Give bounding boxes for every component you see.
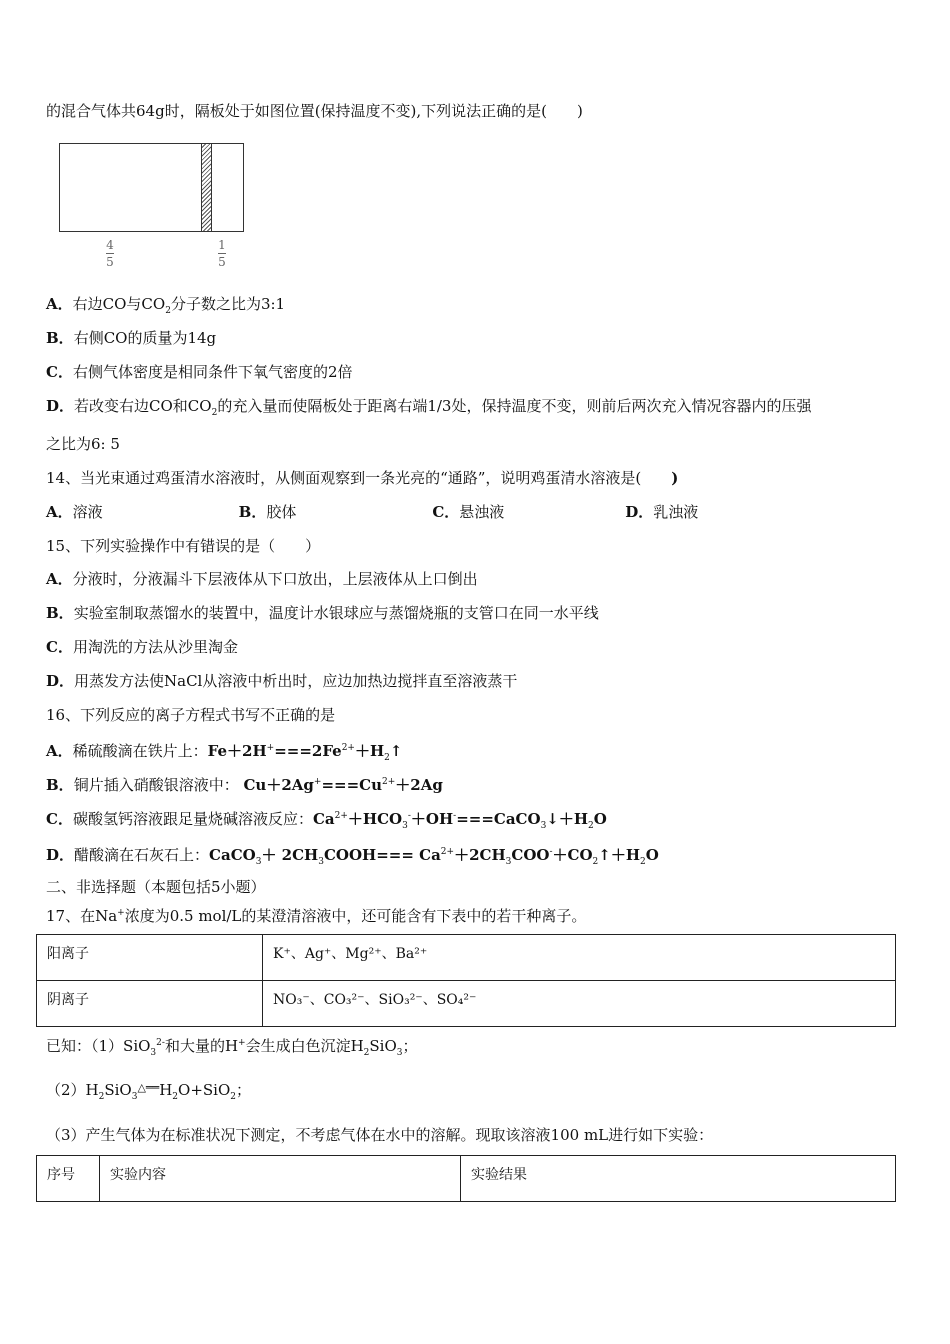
- text-segment: Ca: [312, 810, 335, 828]
- text-line: [46, 877, 266, 897]
- text-segment: 右侧气体密度是相同条件下氧气密度的2倍: [72, 363, 353, 381]
- text-segment: 2: [165, 306, 171, 316]
- text-segment: 17、在Na: [46, 907, 118, 925]
- text-segment: C．: [432, 503, 460, 521]
- text-segment: 右边CO与CO: [72, 295, 166, 313]
- text-segment: 会生成白色沉淀H: [245, 1037, 364, 1055]
- text-line: [46, 569, 478, 589]
- text-segment: COO: [511, 846, 550, 864]
- text-segment: 用淘洗的方法从沙里淘金: [72, 638, 238, 656]
- text-line: [46, 705, 335, 725]
- text-segment: 2: [363, 1048, 370, 1058]
- text-segment: 已知：（1）SiO: [46, 1037, 151, 1055]
- table-cell: NO₃⁻、CO₃²⁻、SiO₃²⁻、SO₄²⁻: [263, 981, 896, 1027]
- text-segment: 3: [255, 857, 262, 867]
- experiment-table: [36, 1155, 896, 1202]
- text-segment: 之比为6: 5: [46, 435, 120, 453]
- text-segment: 分液时，分液漏斗下层液体从下口放出，上层液体从上口倒出: [72, 570, 478, 588]
- text-segment: ===CaCO: [456, 810, 541, 828]
- text-line: [46, 362, 353, 382]
- text-segment: 3: [505, 857, 512, 867]
- text-segment: 2: [640, 857, 646, 867]
- text-segment: 3: [540, 821, 547, 831]
- text-segment: ；: [402, 1037, 418, 1055]
- text-segment: 溶液: [72, 503, 103, 521]
- text-segment: Cu＋2Ag: [243, 776, 314, 794]
- text-segment: A．: [46, 570, 73, 588]
- text-line: [46, 772, 443, 795]
- text-segment: 实验室制取蒸馏水的装置中，温度计水银球应与蒸馏烧瓶的支管口在同一水平线: [73, 604, 599, 622]
- text-segment: D．: [46, 846, 75, 864]
- right-fraction: 1 5: [218, 238, 226, 269]
- text-segment: Fe＋2H: [207, 742, 267, 760]
- text-segment: 碳酸氢钙溶液跟足量烧碱溶液反应：: [72, 810, 313, 828]
- text-segment: +: [117, 908, 125, 918]
- text-line: [46, 1080, 251, 1107]
- text-segment: 2+: [341, 743, 355, 753]
- text-segment: ↓＋H: [546, 810, 589, 828]
- table-header: 实验内容: [100, 1156, 461, 1202]
- text-segment: CaCO: [209, 846, 256, 864]
- text-line: [46, 396, 811, 423]
- text-segment: B．: [46, 776, 74, 794]
- text-segment: A．: [46, 295, 73, 313]
- text-segment: 稀硫酸滴在铁片上：: [72, 742, 208, 760]
- text-segment: -: [549, 847, 553, 857]
- text-segment: 胶体: [266, 503, 297, 521]
- text-segment: -: [453, 811, 457, 821]
- text-segment: +: [238, 1038, 246, 1048]
- text-segment: 2: [172, 1092, 179, 1102]
- text-segment: △══: [137, 1081, 160, 1094]
- text-segment: 浓度为0.5 mol/L的某澄清溶液中，还可能含有下表中的若干种离子。: [124, 907, 587, 925]
- text-line: [46, 468, 678, 488]
- text-segment: ): [641, 469, 679, 487]
- text-line: [46, 502, 698, 522]
- text-segment: C．: [46, 810, 73, 828]
- text-line: [46, 328, 216, 348]
- text-segment: 3: [150, 1048, 157, 1058]
- question-13-stem: 的混合气体共64g时，隔板处于如图位置(保持温度不变),下列说法正确的是( ): [46, 102, 583, 120]
- text-segment: 若改变右边CO和CO: [74, 397, 212, 415]
- text-segment: 16、下列反应的离子方程式书写不正确的是: [46, 706, 336, 724]
- text-segment: A．: [46, 503, 73, 521]
- left-fraction: 4 5: [106, 238, 114, 269]
- text-segment: 醋酸滴在石灰石上：: [74, 846, 210, 864]
- text-segment: -: [407, 811, 411, 821]
- text-line: [46, 603, 599, 623]
- text-segment: 2: [98, 1092, 105, 1102]
- text-line: [46, 671, 517, 691]
- text-segment: A．: [46, 742, 73, 760]
- text-segment: C．: [46, 638, 73, 656]
- table-cell: K⁺、Ag⁺、Mg²⁺、Ba²⁺: [263, 935, 896, 981]
- text-segment: 2-: [156, 1038, 165, 1048]
- text-line: [46, 434, 120, 454]
- text-segment: ＋ 2CH: [261, 846, 319, 864]
- text-segment: O+SiO: [178, 1081, 231, 1099]
- text-line: [46, 1033, 418, 1063]
- table-header: 实验结果: [461, 1156, 896, 1202]
- text-segment: 2+: [440, 847, 455, 857]
- text-line: [46, 738, 402, 768]
- partition: [201, 144, 212, 231]
- text-segment: SiO: [104, 1081, 132, 1099]
- text-segment: ＋H: [354, 742, 385, 760]
- text-segment: COOH=== Ca: [323, 846, 441, 864]
- text-segment: ===Cu: [321, 776, 382, 794]
- text-segment: 右侧CO的质量为14g: [73, 329, 217, 347]
- text-segment: 3: [318, 857, 324, 867]
- text-segment: 2: [211, 408, 218, 418]
- text-segment: 2: [592, 857, 599, 867]
- text-segment: SiO: [369, 1037, 397, 1055]
- text-segment: 3: [131, 1092, 138, 1102]
- text-segment: H: [159, 1081, 173, 1099]
- text-segment: D．: [46, 672, 75, 690]
- text-segment: ＋2Ag: [395, 776, 443, 794]
- text-line: [46, 294, 285, 321]
- text-segment: 分子数之比为3:1: [170, 295, 286, 313]
- table-cell: 阴离子: [37, 981, 263, 1027]
- text-line: [46, 806, 607, 836]
- text-segment: 铜片插入硝酸银溶液中：: [73, 776, 244, 794]
- text-segment: 2+: [334, 811, 348, 821]
- text-segment: ＋OH: [410, 810, 454, 828]
- text-segment: ↑: [389, 742, 403, 760]
- text-segment: D．: [46, 397, 75, 415]
- table-header: 序号: [37, 1156, 100, 1202]
- text-segment: ↑＋H: [598, 846, 640, 864]
- text-segment: 用蒸发方法使NaCl从溶液中析出时，应边加热边搅拌直至溶液蒸干: [74, 672, 518, 690]
- text-segment: 2: [588, 821, 594, 831]
- text-segment: 乳浊液: [653, 503, 699, 521]
- text-segment: ＋CO: [552, 846, 593, 864]
- text-line: [46, 903, 586, 926]
- text-segment: 和大量的H: [164, 1037, 239, 1055]
- text-segment: ；: [236, 1081, 252, 1099]
- table-cell: 阳离子: [37, 935, 263, 981]
- text-segment: 二、非选择题（本题包括5小题）: [46, 878, 266, 896]
- text-segment: +: [266, 743, 275, 753]
- text-line: [46, 637, 238, 657]
- text-segment: 3: [396, 1048, 403, 1058]
- text-segment: ＋HCO: [347, 810, 403, 828]
- text-segment: 2+: [382, 777, 396, 787]
- text-segment: 15、下列实验操作中有错误的是（ ）: [46, 537, 321, 555]
- text-segment: D．: [625, 503, 654, 521]
- text-segment: O: [645, 846, 659, 864]
- text-segment: C．: [46, 363, 73, 381]
- text-segment: O: [593, 810, 607, 828]
- text-segment: 的充入量而使隔板处于距离右端1/3处，保持温度不变，则前后两次充入情况容器内的压强: [217, 397, 812, 415]
- text-segment: 3: [402, 821, 408, 831]
- text-line: [46, 842, 659, 872]
- text-segment: 悬浊液: [459, 503, 505, 521]
- container-diagram: [59, 143, 244, 232]
- text-segment: B．: [46, 604, 74, 622]
- text-segment: 2: [384, 753, 390, 763]
- text-segment: 14、当光束通过鸡蛋清水溶液时，从侧面观察到一条光亮的“通路”，说明鸡蛋清水溶液是(: [46, 469, 642, 487]
- text-segment: （2）H: [46, 1081, 99, 1099]
- text-segment: 2: [230, 1092, 236, 1102]
- text-line: [46, 1125, 713, 1145]
- text-segment: +: [313, 777, 322, 787]
- text-segment: ＋2CH: [454, 846, 506, 864]
- text-line: [46, 536, 320, 556]
- text-segment: B．: [238, 503, 267, 521]
- text-segment: B．: [46, 329, 74, 347]
- text-segment: ===2Fe: [274, 742, 342, 760]
- text-segment: （3）产生气体为在标准状况下测定，不考虑气体在水中的溶解。现取该溶液100 mL进行如下实验：: [46, 1126, 714, 1144]
- ion-table: [36, 934, 896, 1027]
